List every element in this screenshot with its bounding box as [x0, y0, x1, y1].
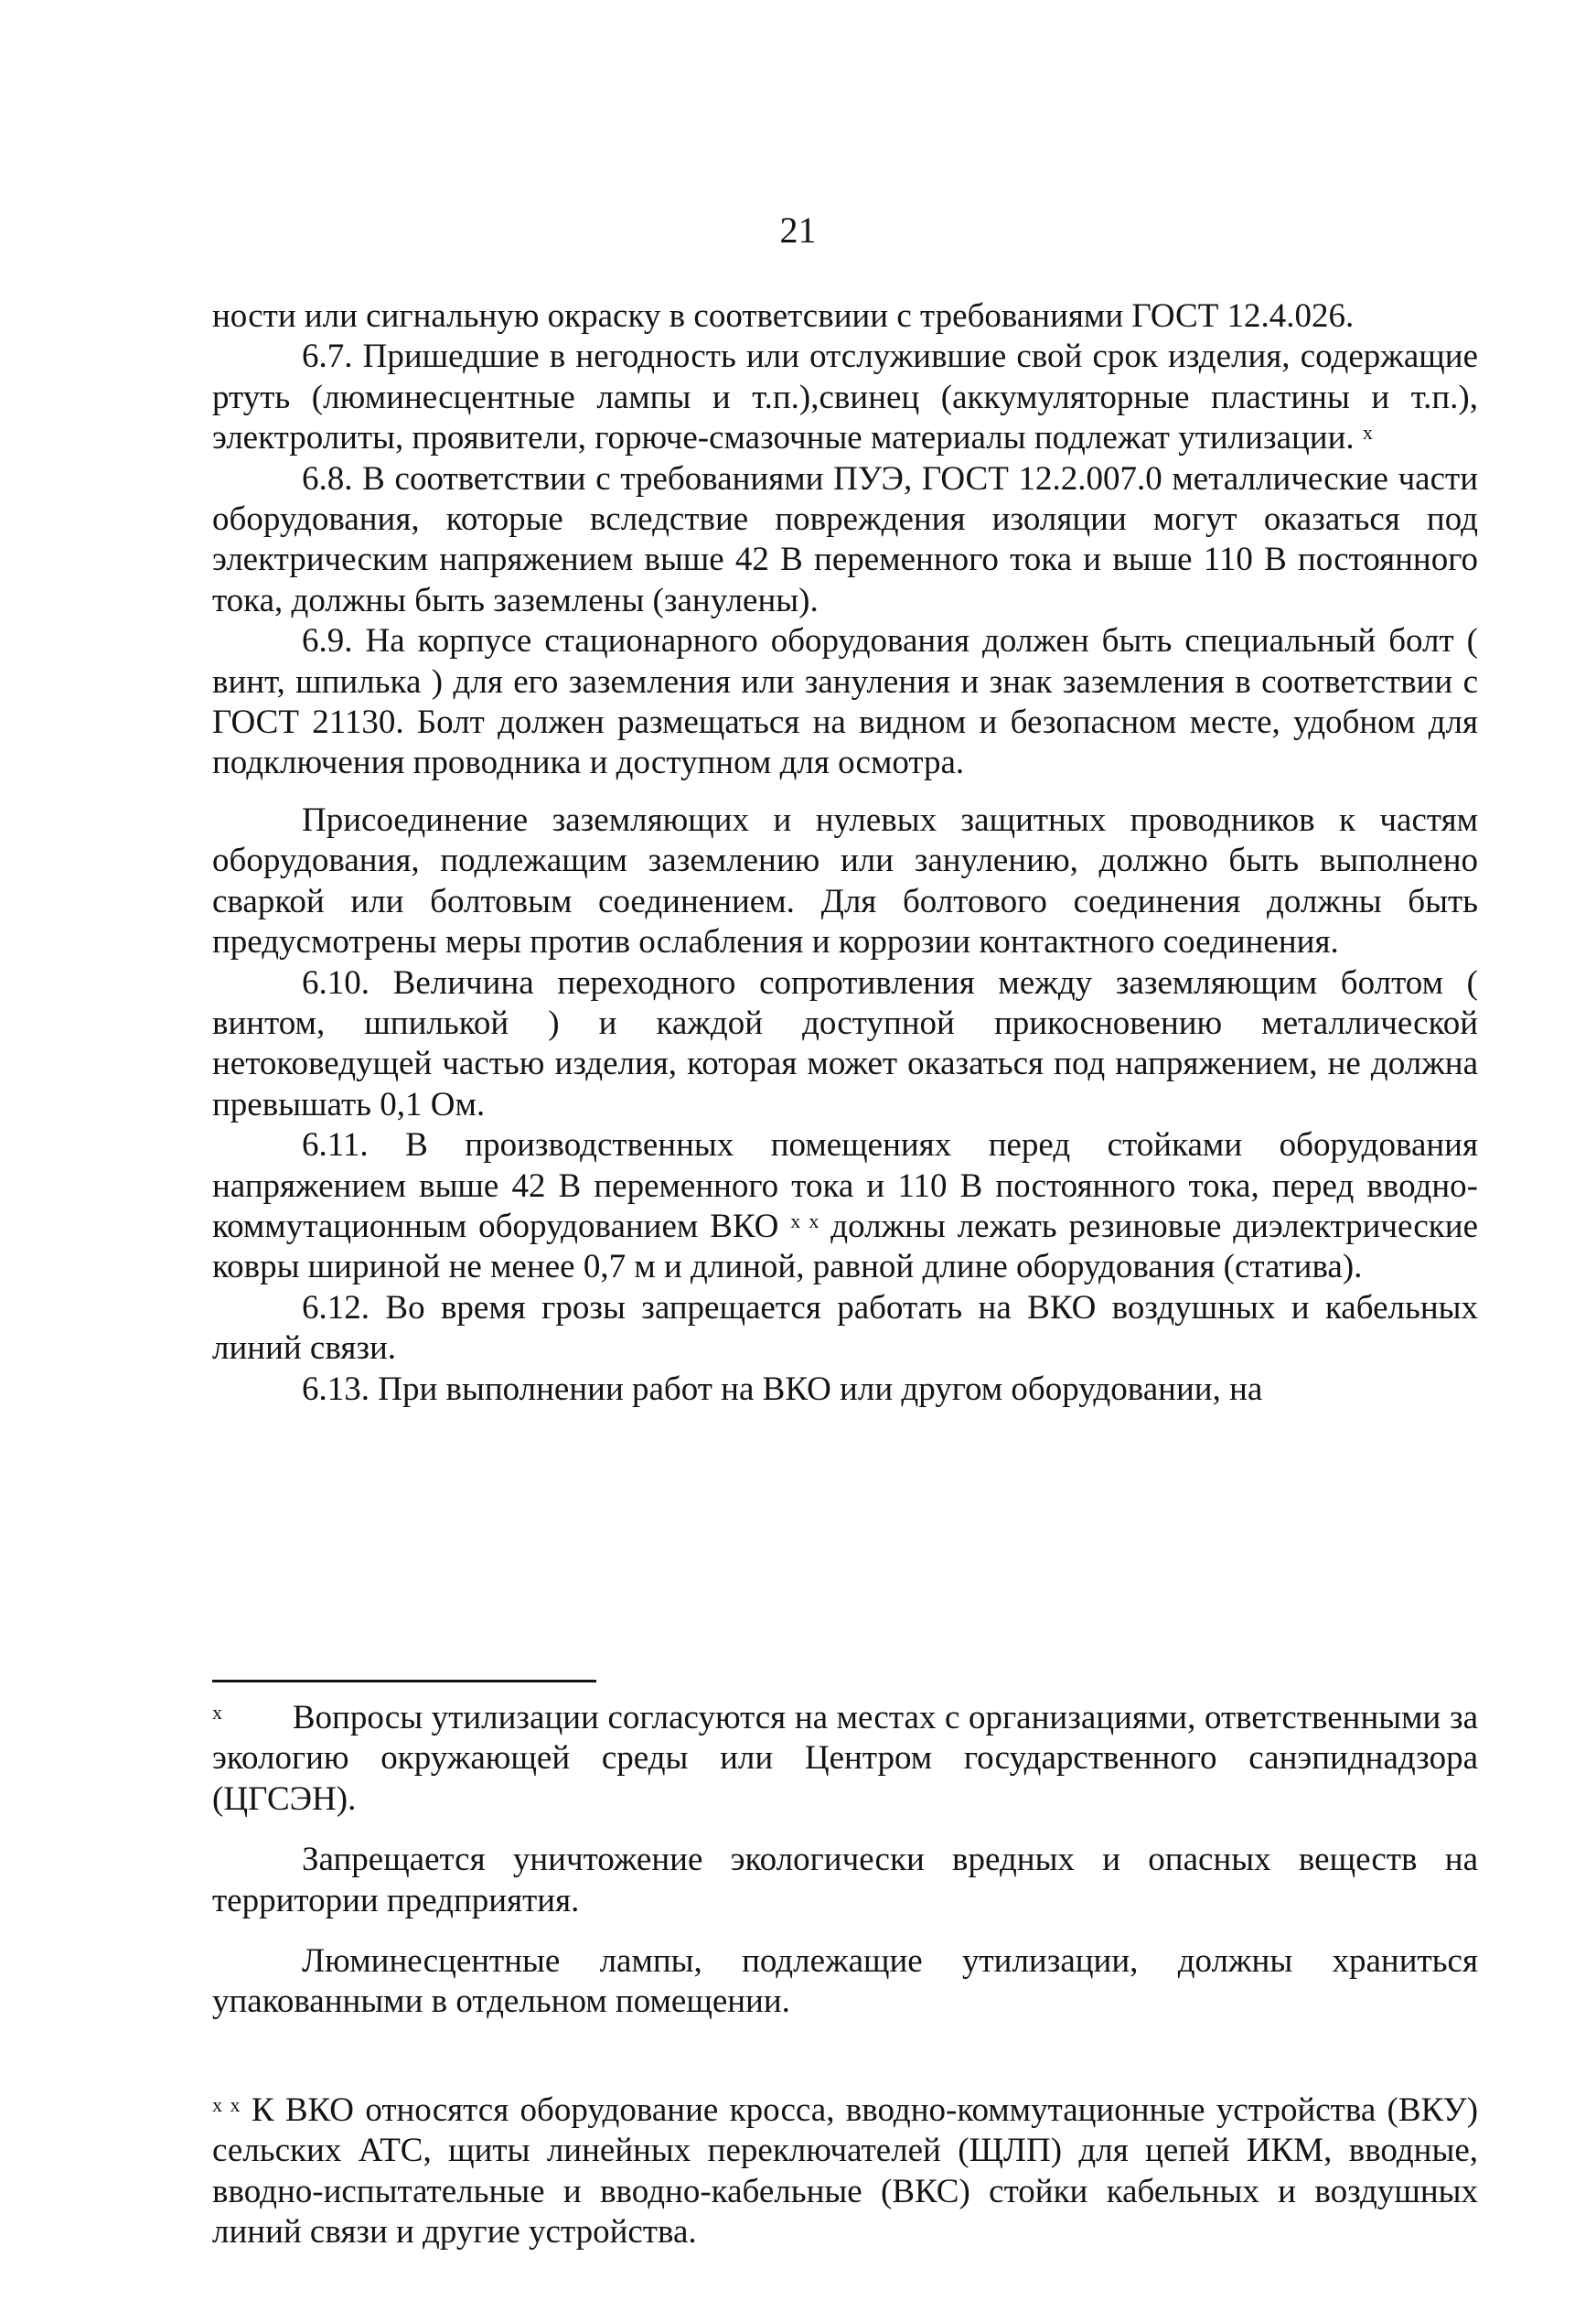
- footnote-2-mark: x x: [212, 2092, 241, 2116]
- footnote-1-storage: Люминесцентные лампы, подлежащие утилизации, должны храниться упакованными в отдельном помещении.: [212, 1942, 1478, 2021]
- footnote-1-prohibition: Запрещается уничтожение экологически вредных и опасных веществ на территории предприятия.: [212, 1841, 1478, 1919]
- footnotes: [212, 1698, 1478, 2252]
- footnote-2-text: К ВКО относятся оборудование кросса, вводно-коммутационные устройства (ВКУ) сельских АТС, щиты линейных переключателей (ЩЛП) для цепей ИКМ, вводные, вводно-испытательные и вводно-кабельные (ВКС) стойки кабельных и воздушных линий связи и другие устройства.: [212, 2090, 1479, 2252]
- paragraph-6-11-text-end: должны лежать резиновые диэлектрические ковры шириной не менее 0,7 м и длиной, равной длине оборудования (статива).: [212, 1207, 1478, 1286]
- paragraph-6-11: [212, 1125, 1478, 1288]
- paragraph-6-13: 6.13. При выполнении работ на ВКО или другом оборудовании, на: [302, 1370, 1263, 1408]
- paragraph-continuation: ности или сигнальную окраску в соответсвиии с требованиями ГОСТ 12.4.026.: [212, 297, 1355, 335]
- paragraph-6-8: 6.8. В соответствии с требованиями ПУЭ, ГОСТ 12.2.007.0 металлические части оборудования, которые вследствие повреждения изоляции могут оказаться под электрическим напряжением выше 42 В переменного тока и выше 110 В постоянного тока, должны быть заземлены (занулены).: [212, 459, 1478, 619]
- footnote-separator: [212, 1680, 596, 1682]
- footnote-2: [212, 2090, 1478, 2253]
- paragraph-6-11-text-start: 6.11. В производственных помещениях перед стойками оборудования напряжением выше 42 В переменного тока и 110 В постоянного тока, перед вводно-коммутационным оборудованием ВКО: [212, 1126, 1478, 1245]
- paragraph-6-9-connection: Присоединение заземляющих и нулевых защитных проводников к частям оборудования, подлежащим заземлению или занулению, должно быть выполнено сваркой или болтовым соединением. Для болтового соединения должны быть предусмотрены меры против ослабления и коррозии контактного соединения.: [212, 801, 1478, 962]
- paragraph-6-7-text: 6.7. Пришедшие в негодность или отслужившие свой срок изделия, содержащие ртуть (люминесцентные лампы и т.п.),свинец (аккумуляторные пластины и т.п.), электролиты, проявители, горюче-смазочные материалы подлежат утилизации.: [212, 338, 1478, 457]
- footnote-1: [212, 1698, 1478, 1820]
- paragraph-6-10: 6.10. Величина переходного сопротивления между заземляющим болтом ( винтом, шпилькой ) и каждой доступной прикосновению металлической нетоковедущей частью изделия, которая может оказаться под напряжением, не должна превышать 0,1 Ом.: [212, 963, 1478, 1123]
- paragraph-6-7: [212, 337, 1478, 458]
- footnote-1-mark: x: [212, 1701, 222, 1724]
- paragraph-6-9: 6.9. На корпусе стационарного оборудования должен быть специальный болт ( винт, шпилька ) для его заземления или зануления и знак заземления в соответствии с ГОСТ 21130. Болт должен размещаться на видном и безопасном месте, удобном для подключения проводника и доступном для осмотра.: [212, 622, 1478, 782]
- main-text: [212, 296, 1478, 1410]
- footnote-reference-2: x x: [790, 1209, 819, 1232]
- paragraph-6-12: 6.12. Во время грозы запрещается работать на ВКО воздушных и кабельных линий связи.: [212, 1288, 1478, 1368]
- page-number: 21: [779, 210, 817, 251]
- footnote-reference-1: x: [1362, 421, 1373, 445]
- footnote-1-text: Вопросы утилизации согласуются на местах с организациями, ответственными за экологию окружающей среды или Центром государственного санэпиднадзора (ЦГСЭН).: [212, 1699, 1479, 1818]
